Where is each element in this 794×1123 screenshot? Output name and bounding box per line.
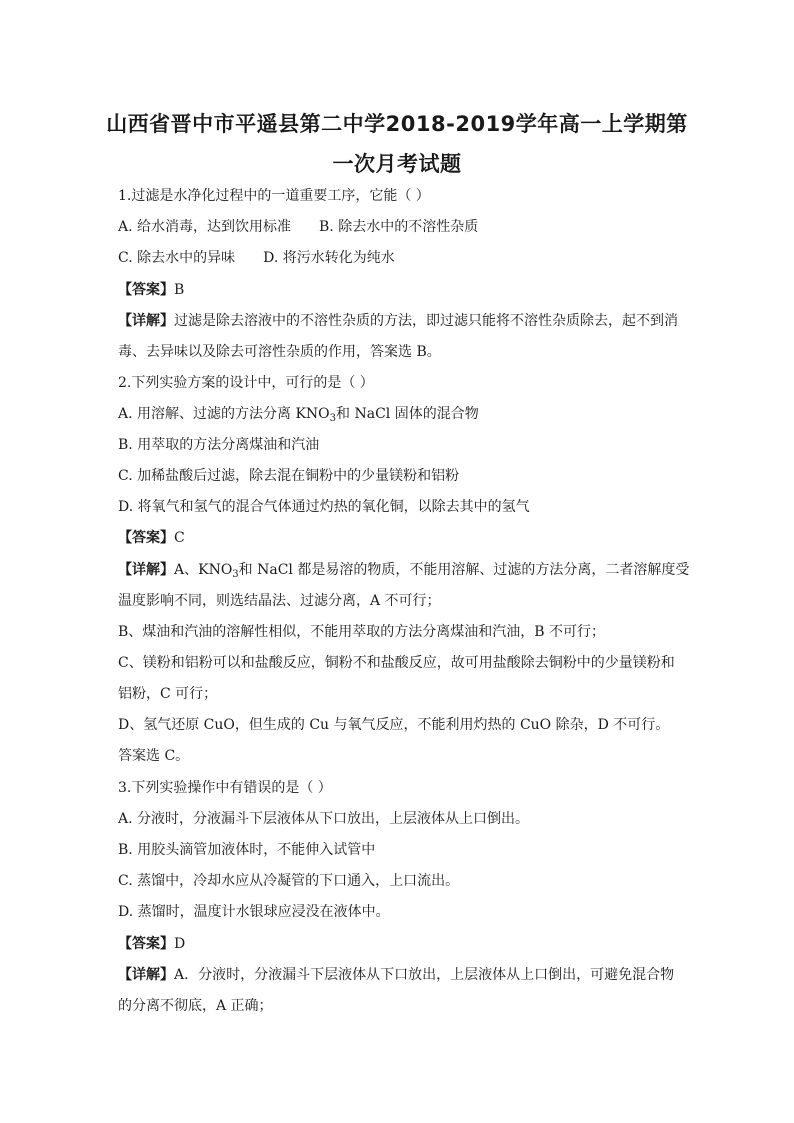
subscript: 3 [232,569,239,580]
document-title-line-1: 山西省晋中市平遥县第二中学2018-2019学年高一上学期第 [106,112,688,136]
q2-option-b: B. 用萃取的方法分离煤油和汽油 [118,437,320,453]
detail-tag: 【详解】 [118,313,174,329]
answer-tag: 【答案】 [118,282,174,298]
q3-detail-line-1 [118,965,688,985]
q2-option-a-text-end: 和 NaCl 固体的混合物 [336,406,479,422]
document-title-line-2: 一次月考试题 [332,152,462,176]
q3-option-c: C. 蒸馏中，冷却水应从冷凝管的下口通入，上口流出。 [118,873,460,889]
q2-option-d: D. 将氧气和氢气的混合气体通过灼热的氧化铜，以除去其中的氢气 [118,499,530,515]
subscript: 3 [329,413,337,424]
q2-detail-line-5: 铝粉，C 可行； [118,686,218,702]
q3-option-b: B. 用胶头滴管加液体时，不能伸入试管中 [118,842,376,858]
q2-detail-line-2: 温度影响不同，则选结晶法、过滤分离，A 不可行； [118,593,441,609]
q1-detail-line-1 [118,311,688,331]
q1-option-c: C. 除去水中的异味 [118,250,236,266]
detail-text: 过滤是除去溶液中的不溶性杂质的方法，即过滤只能将不溶性杂质除去，起不到消 [174,313,678,329]
detail-text-end: 和 NaCl 都是易溶的物质，不能用溶解、过滤的方法分离，二者溶解度受 [238,562,690,578]
q1-detail-line-2: 毒、去异味以及除去可溶性杂质的作用，答案选 B。 [118,344,441,360]
q1-answer [118,280,688,300]
q2-option-a [118,404,688,424]
q2-detail-line-4: C、镁粉和铝粉可以和盐酸反应，铜粉不和盐酸反应，故可用盐酸除去铜粉中的少量镁粉和 [118,655,675,671]
q2-answer [118,528,688,548]
answer-value: B [174,282,185,298]
q3-stem: 3.下列实验操作中有错误的是（ ） [118,780,332,796]
q2-option-a-text: A. 用溶解、过滤的方法分离 KNO [118,406,330,422]
q2-option-c: C. 加稀盐酸后过滤，除去混在铜粉中的少量镁粉和铝粉 [118,468,460,484]
q1-option-a: A. 给水消毒，达到饮用标准 [118,219,292,235]
detail-tag: 【详解】 [118,967,174,983]
detail-text: A、KNO [174,562,233,578]
detail-tag: 【详解】 [118,562,174,578]
q2-detail-line-7: 答案选 C。 [118,748,190,764]
q1-options-ab [118,217,688,237]
answer-tag: 【答案】 [118,936,174,952]
answer-value: D [174,936,186,952]
q3-detail-line-2: 的分离不彻底，A 正确； [118,998,273,1014]
detail-text: A．分液时，分液漏斗下层液体从下口放出，上层液体从上口倒出，可避免混合物 [174,967,675,983]
q3-option-d: D. 蒸馏时，温度计水银球应浸没在液体中。 [118,904,390,920]
q3-option-a: A. 分液时，分液漏斗下层液体从下口放出，上层液体从上口倒出。 [118,811,530,827]
q1-options-cd [118,248,688,268]
q1-option-d: D. 将污水转化为纯水 [263,250,395,266]
answer-tag: 【答案】 [118,530,174,546]
q1-stem: 1.过滤是水净化过程中的一道重要工序，它能（ ） [118,188,430,204]
q2-stem: 2.下列实验方案的设计中，可行的是（ ） [118,375,374,391]
q2-detail-line-6: D、氢气还原 CuO，但生成的 Cu 与氧气反应，不能利用灼热的 CuO 除杂，D 不可行。 [118,717,670,733]
answer-value: C [174,530,185,546]
q2-detail-line-3: B、煤油和汽油的溶解性相似，不能用萃取的方法分离煤油和汽油，B 不可行； [118,624,606,640]
q2-detail-line-1 [118,560,688,580]
q1-option-b: B. 除去水中的不溶性杂质 [319,219,479,235]
q3-answer [118,934,688,954]
